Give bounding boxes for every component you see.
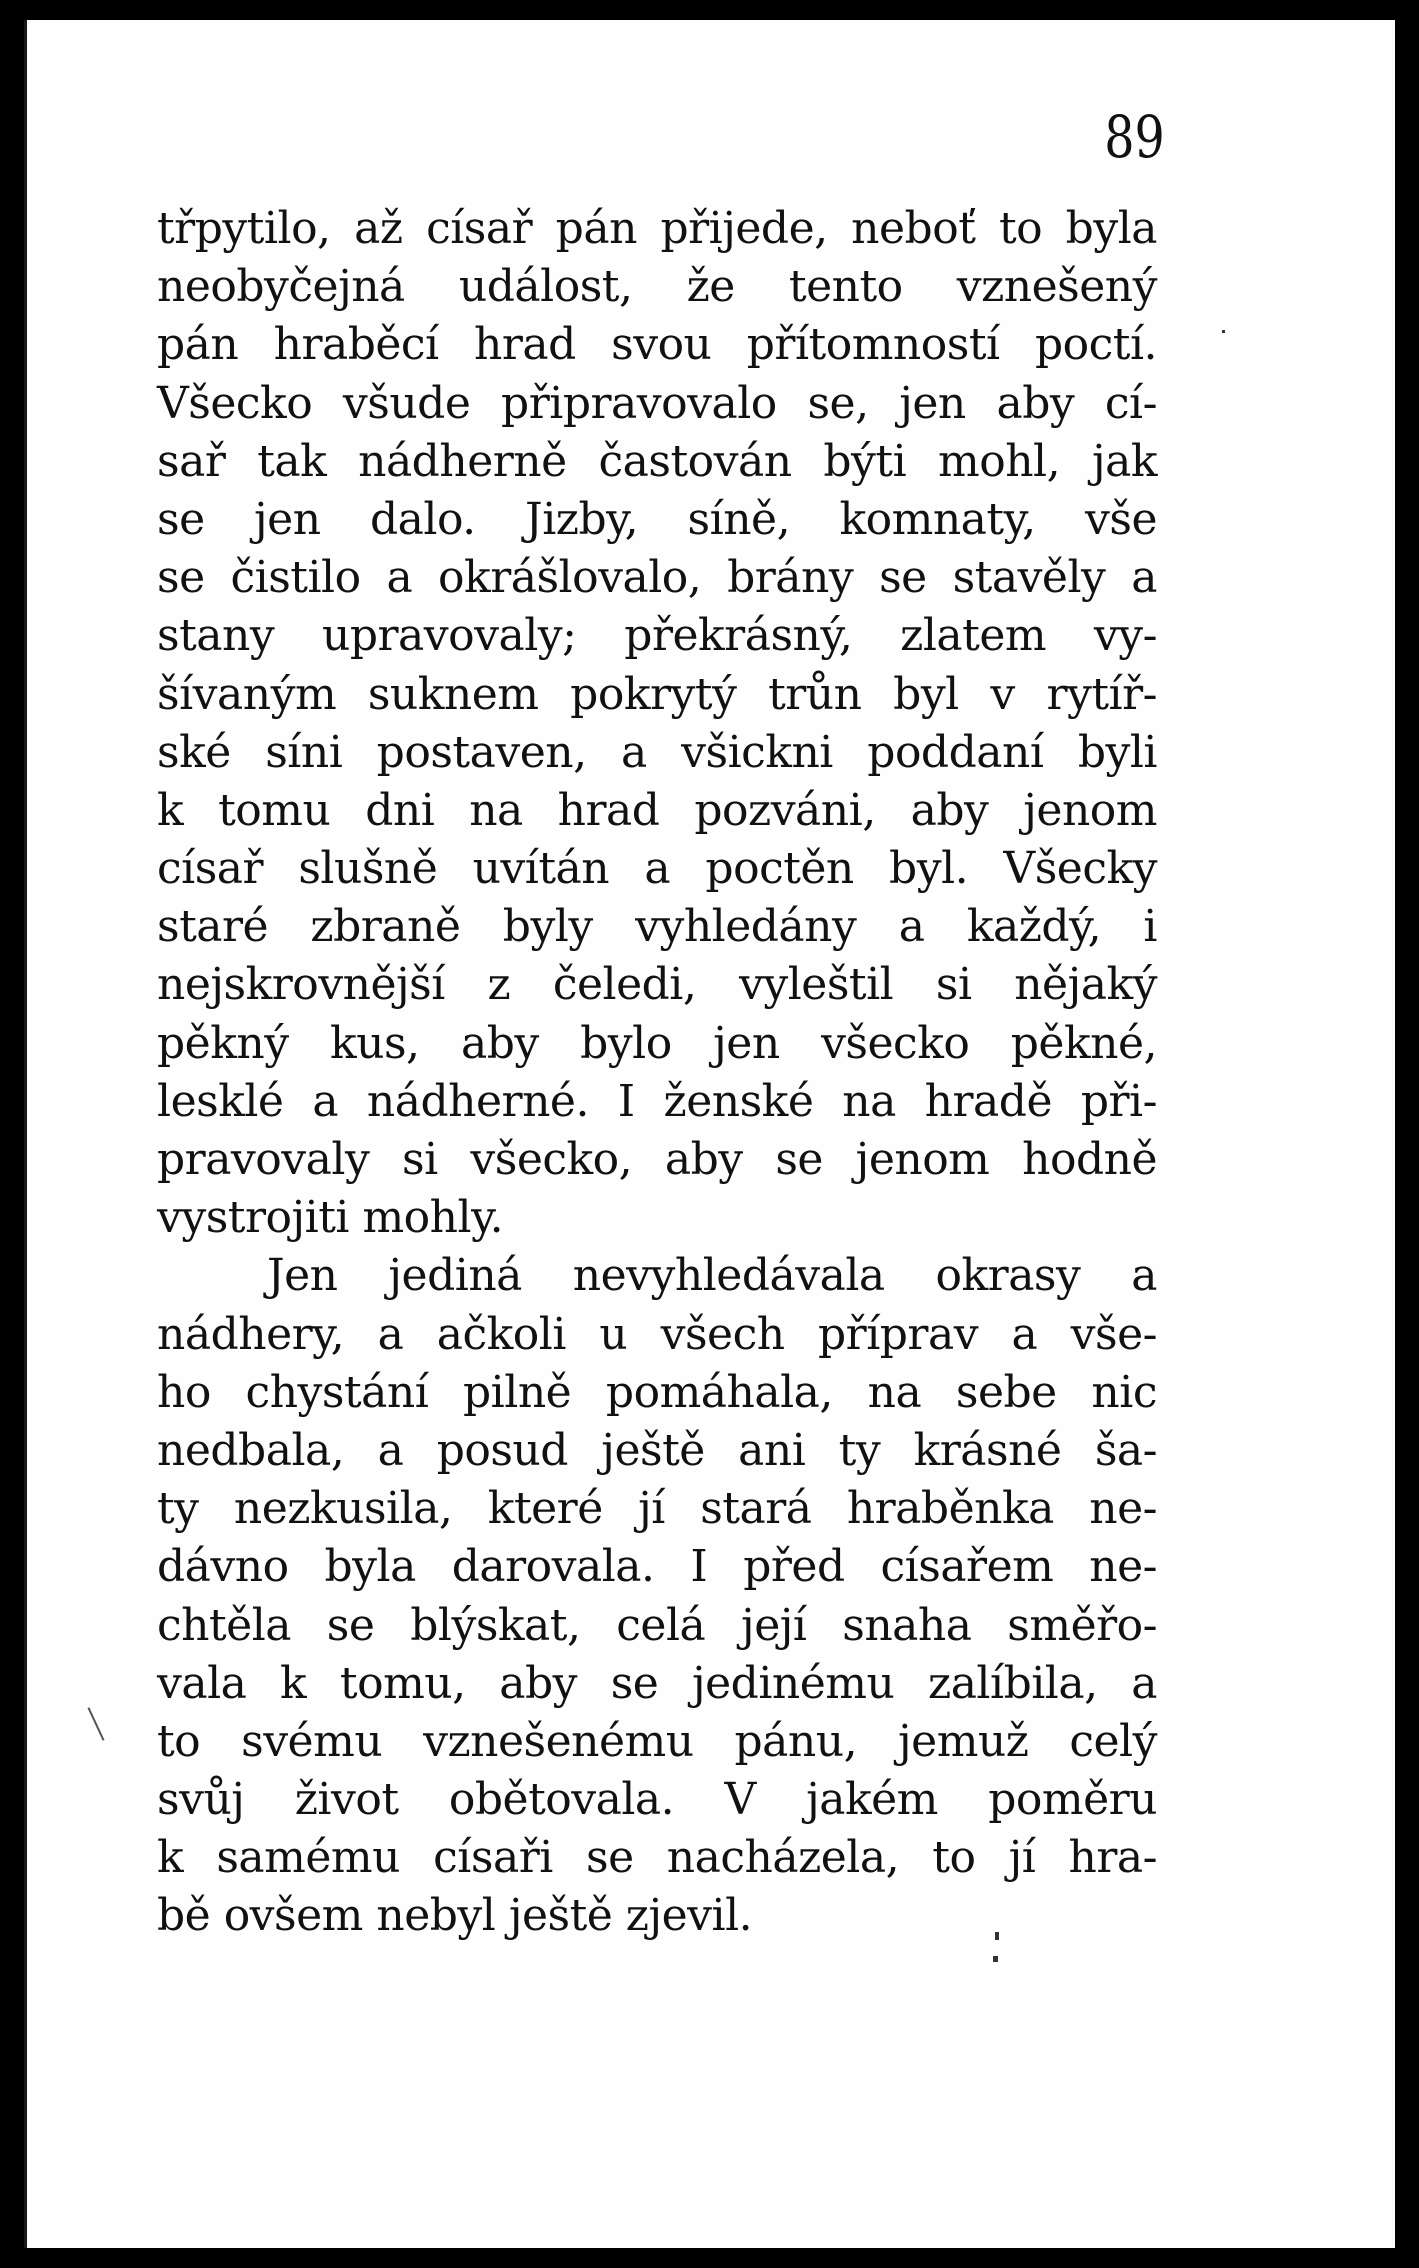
text-line-29: k samému císaři se nacházela, to jí hra-: [157, 1832, 1157, 1884]
text-line-16: lesklé a nádherné. I ženské na hradě při-: [157, 1075, 1157, 1127]
text-line-23: ty nezkusila, které jí stará hraběnka ne-: [157, 1483, 1157, 1535]
scan-speck: [995, 1932, 999, 1940]
text-line-22: nedbala, a posud ještě ani ty krásné ša-: [157, 1424, 1157, 1476]
text-line-27: to svému vznešenému pánu, jemuž celý: [157, 1715, 1157, 1767]
text-line-12: císař slušně uvítán a poctěn byl. Všecky: [157, 843, 1157, 895]
text-line-15: pěkný kus, aby bylo jen všecko pěkné,: [157, 1017, 1157, 1069]
text-line-19: Jen jediná nevyhledávala okrasy a: [267, 1250, 1157, 1302]
text-line-30: bě ovšem nebyl ještě zjevil.: [157, 1890, 753, 1942]
text-line-24: dávno byla darovala. I před císařem ne-: [157, 1541, 1157, 1593]
text-line-14: nejskrovnější z čeledi, vyleštil si nějaký: [157, 959, 1157, 1011]
text-line-21: ho chystání pilně pomáhala, na sebe nic: [157, 1366, 1157, 1418]
text-line-6: se jen dalo. Jizby, síně, komnaty, vše: [157, 493, 1157, 545]
text-line-11: k tomu dni na hrad pozváni, aby jenom: [157, 784, 1157, 836]
text-line-8: stany upravovaly; překrásný, zlatem vy-: [157, 610, 1157, 662]
page-number: 89: [1104, 103, 1165, 171]
text-line-2: neobyčejná událost, že tento vznešený: [157, 261, 1157, 313]
text-line-18: vystrojiti mohly.: [157, 1192, 504, 1244]
text-line-28: svůj život obětovala. V jakém poměru: [157, 1774, 1157, 1826]
scan-speck: [1222, 330, 1225, 333]
text-line-9: šívaným suknem pokrytý trůn byl v rytíř-: [157, 668, 1157, 720]
text-line-5: sař tak nádherně častován býti mohl, jak: [157, 435, 1157, 487]
text-line-20: nádhery, a ačkoli u všech příprav a vše-: [157, 1308, 1157, 1360]
scan-speck: [993, 1956, 998, 1962]
text-line-1: třpytilo, až císař pán přijede, neboť to byla: [157, 203, 1157, 254]
text-line-25: chtěla se blýskat, celá její snaha směřo-: [157, 1599, 1157, 1651]
text-line-10: ské síni postaven, a všickni poddaní byli: [157, 726, 1157, 778]
text-line-3: pán hraběcí hrad svou přítomností poctí.: [157, 319, 1157, 371]
body-text: [157, 200, 1157, 1946]
text-line-13: staré zbraně byly vyhledány a každý, i: [157, 901, 1157, 953]
text-line-4: Všecko všude připravovalo se, jen aby cí-: [157, 377, 1157, 429]
book-page: [24, 20, 1395, 2248]
text-line-17: pravovaly si všecko, aby se jenom hodně: [157, 1134, 1157, 1185]
text-line-7: se čistilo a okrášlovalo, brány se stavěly a: [157, 552, 1157, 604]
scan-speck: [87, 1707, 104, 1740]
text-line-26: vala k tomu, aby se jedinému zalíbila, a: [157, 1657, 1157, 1709]
